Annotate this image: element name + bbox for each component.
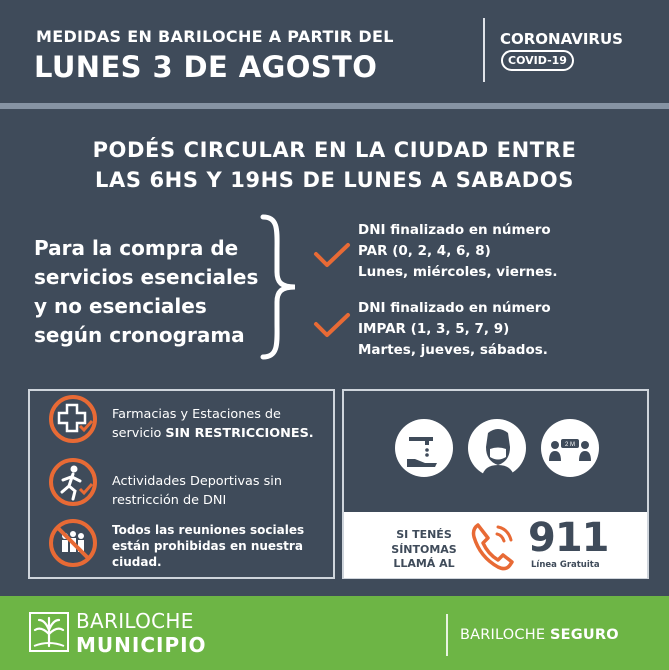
free-line-label: Línea Gratuita [531,560,600,570]
handwash-circle [395,419,453,477]
purpose-line-2: servicios esenciales [34,265,259,289]
no-gatherings-icon [48,518,98,568]
schedule-par [358,220,557,283]
pharmacy-line-2b: SIN RESTRICCIONES. [165,426,314,441]
checkmark-icon [313,312,351,340]
curly-brace-icon [255,212,305,362]
mask-circle [468,419,526,477]
schedule-par-line-1: DNI finalizado en número [358,222,551,238]
symptoms-line-1: SI TENÉS [396,528,452,541]
seguro-part-1: BARILOCHE [460,627,550,643]
phone-icon [470,519,520,573]
schedule-impar-line-2: IMPAR (1, 3, 5, 7, 9) [358,321,510,337]
header-divider [483,18,485,82]
headline-line-2: LAS 6HS Y 19HS DE LUNES A SABADOS [95,168,574,192]
schedule-impar-line-1: DNI finalizado en número [358,300,551,316]
purpose-line-1: Para la compra de [34,236,239,260]
schedule-par-line-3: Lunes, miércoles, viernes. [358,264,558,280]
symptoms-line-2: SÍNTOMAS [391,542,457,556]
sports-text [112,472,282,510]
sports-line-1: Actividades Deportivas sin [112,474,282,489]
purpose-text [34,234,258,350]
header-date: LUNES 3 DE AGOSTO [34,50,378,84]
distance-circle [541,419,599,477]
checkmark-icon [313,242,351,270]
gatherings-text [112,522,304,570]
headline-line-1: PODÉS CIRCULAR EN LA CIUDAD ENTRE [92,138,577,162]
municipio-logo-icon [29,612,69,652]
pharmacy-text [112,405,314,443]
schedule-par-line-2: PAR (0, 2, 4, 6, 8) [358,243,491,259]
emergency-number: 911 [528,515,609,561]
symptoms-line-3: LLAMÁ AL [393,557,455,570]
seguro-part-2: SEGURO [550,627,619,643]
social-distance-icon [541,419,599,477]
gatherings-line-3: ciudad. [112,555,162,569]
sports-line-2: restricción de DNI [112,493,227,508]
handwash-icon [395,419,453,477]
schedule-impar [358,298,551,361]
covid-badge: COVID-19 [501,50,574,71]
gatherings-line-1: Todos las reuniones sociales [112,523,305,537]
purpose-line-3: y no esenciales [34,294,207,318]
bariloche-seguro [460,627,619,643]
pharmacy-line-1: Farmacias y Estaciones de [112,407,281,422]
face-mask-icon [468,419,526,477]
symptoms-text [382,528,466,572]
header-separator [0,103,669,109]
distance-label: 2 M [564,442,576,448]
pharmacy-cross-icon [48,394,98,444]
footer-brand-line-2: MUNICIPIO [76,633,207,657]
footer-brand-line-1: BARILOCHE [76,609,194,633]
footer-divider [446,614,448,656]
coronavirus-label: CORONAVIRUS [500,30,623,48]
schedule-impar-line-3: Martes, jueves, sábados. [358,342,548,358]
header-subtitle: MEDIDAS EN BARILOCHE A PARTIR DEL [36,27,394,46]
runner-icon [48,457,98,507]
purpose-line-4: según cronograma [34,323,245,347]
headline [0,135,669,195]
pharmacy-line-2a: servicio [112,426,166,441]
gatherings-line-2: están prohibidas en nuestra [112,539,303,553]
